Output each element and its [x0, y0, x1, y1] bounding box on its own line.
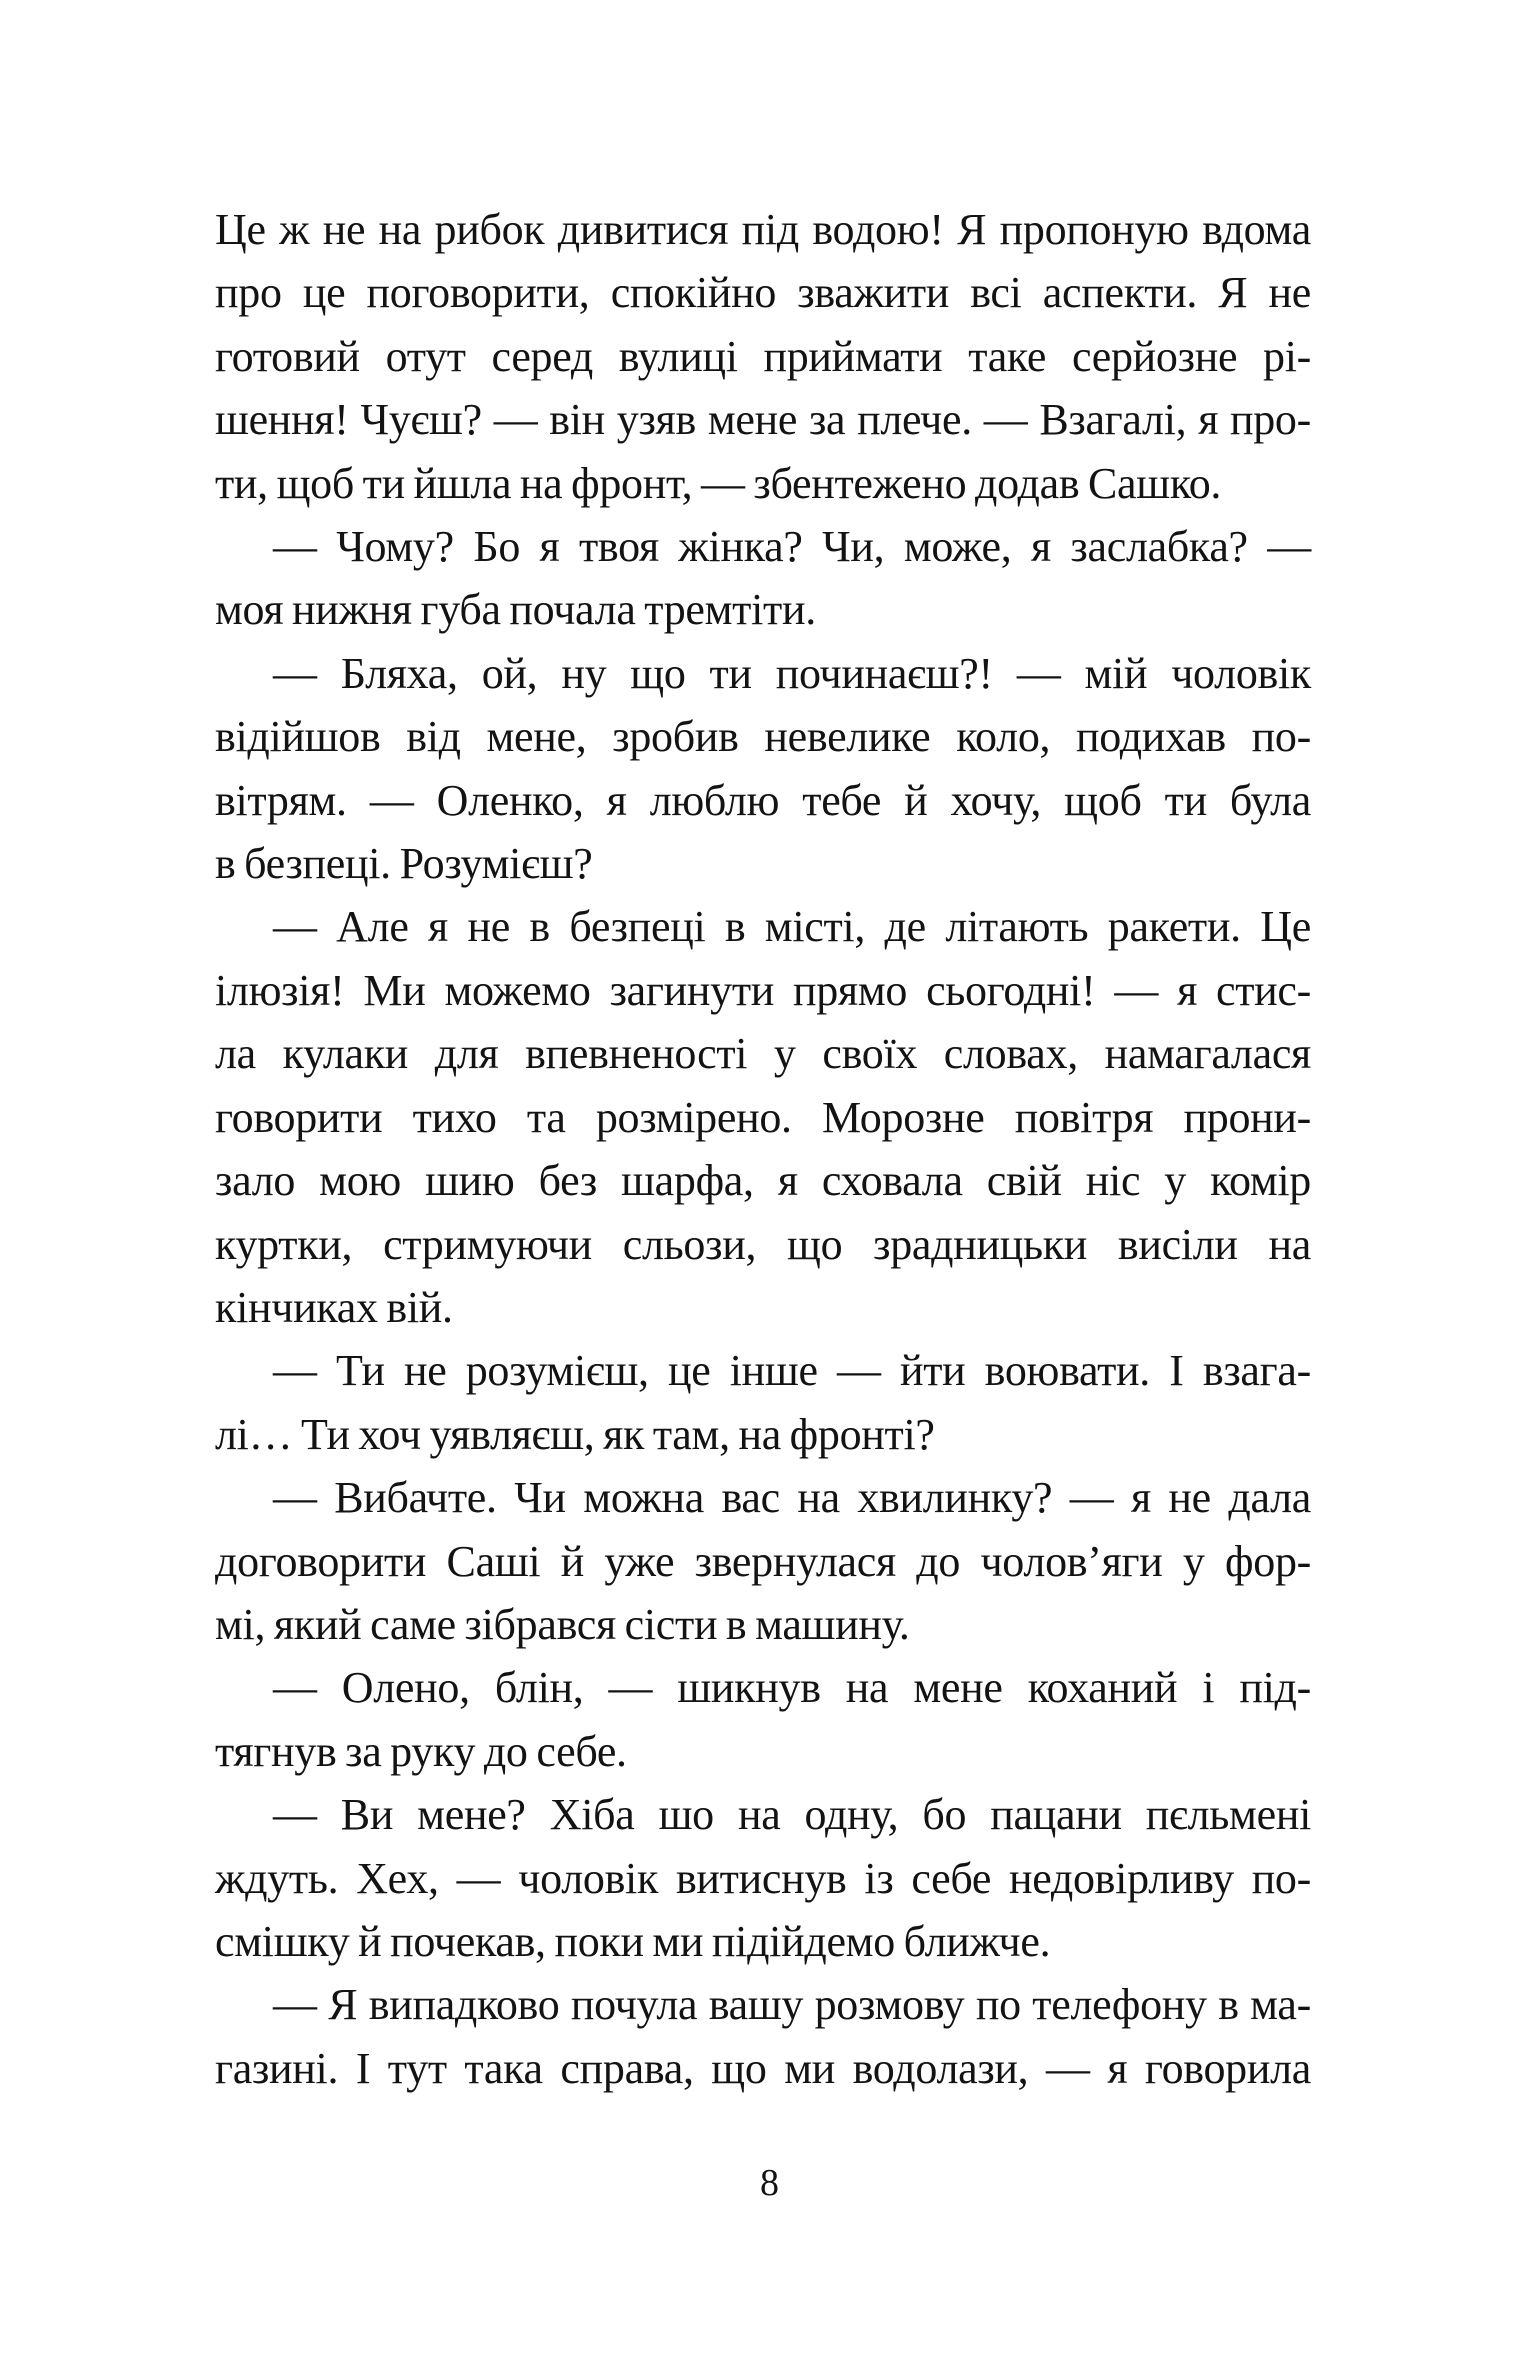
- text-line: зало мою шию без шарфа, я сховала свій ніс у комір: [215, 1156, 1311, 1206]
- paragraph: [215, 198, 1311, 515]
- text-line: ла кулаки для впевненості у своїх словах, намагалася: [215, 1029, 1311, 1079]
- text-line: відійшов від мене, зробив невелике коло, подихав по-: [215, 712, 1311, 762]
- text-line: ілюзія! Ми можемо загинути прямо сьогодні! — я стис-: [215, 965, 1311, 1015]
- paragraph: [215, 1656, 1311, 1783]
- text-line: моя нижня губа почала тремтіти.: [215, 585, 816, 635]
- text-line: лі… Ти хоч уявляєш, як там, на фронті?: [215, 1409, 935, 1459]
- page-number: 8: [760, 2162, 779, 2204]
- text-line: про це поговорити, спокійно зважити всі аспекти. Я не: [215, 268, 1311, 318]
- paragraph: [215, 895, 1311, 1339]
- text-line: шення! Чуєш? — він узяв мене за плече. — Взагалі, я про-: [215, 395, 1311, 445]
- paragraph: [215, 1973, 1311, 2100]
- text-line: ждуть. Хех, — чоловік витиснув із себе недовірливу по-: [215, 1853, 1311, 1903]
- text-line: вітрям. — Оленко, я люблю тебе й хочу, щоб ти була: [215, 775, 1311, 825]
- paragraph: [215, 1466, 1311, 1656]
- text-line: газині. І тут така справа, що ми водолази, — я говорила: [215, 2043, 1311, 2093]
- text-line: в безпеці. Розумієш?: [215, 839, 593, 889]
- paragraph: [215, 1339, 1311, 1466]
- text-line: — Ти не розумієш, це інше — йти воювати. І взага-: [273, 1346, 1311, 1396]
- text-line: тягнув за руку до себе.: [215, 1726, 627, 1776]
- text-line: куртки, стримуючи сльози, що зрадницьки висіли на: [215, 1219, 1311, 1269]
- text-line: — Бляха, ой, ну що ти починаєш?! — мій чоловік: [273, 648, 1311, 698]
- paragraph: [215, 1783, 1311, 1973]
- text-line: — Чому? Бо я твоя жінка? Чи, може, я заслабка? —: [273, 522, 1311, 572]
- text-line: — Але я не в безпеці в місті, де літають ракети. Це: [273, 902, 1311, 952]
- text-line: ти, щоб ти йшла на фронт, — збентежено додав Сашко.: [215, 458, 1222, 508]
- text-line: — Олено, блін, — шикнув на мене коханий і під-: [273, 1663, 1311, 1713]
- text-line: кінчиках вій.: [215, 1282, 453, 1332]
- text-line: Це ж не на рибок дивитися під водою! Я пропоную вдома: [215, 205, 1311, 254]
- text-line: договорити Саші й уже звернулася до чолов’яги у фор-: [215, 1536, 1311, 1586]
- paragraph: [215, 515, 1311, 642]
- text-line: — Я випадково почула вашу розмову по телефону в ма-: [273, 1980, 1311, 2030]
- text-line: смішку й почекав, поки ми підійдемо ближче.: [215, 1916, 1051, 1966]
- text-line: готовий отут серед вулиці приймати таке серйозне рі-: [215, 331, 1311, 381]
- text-line: мі, який саме зібрався сісти в машину.: [215, 1599, 910, 1649]
- text-line: — Вибачте. Чи можна вас на хвилинку? — я не дала: [273, 1473, 1311, 1523]
- text-line: — Ви мене? Хіба шо на одну, бо пацани пєльмені: [273, 1790, 1311, 1840]
- text-line: говорити тихо та розмірено. Морозне повітря прони-: [215, 1092, 1311, 1142]
- page-text: [215, 198, 1311, 2100]
- paragraph: [215, 642, 1311, 896]
